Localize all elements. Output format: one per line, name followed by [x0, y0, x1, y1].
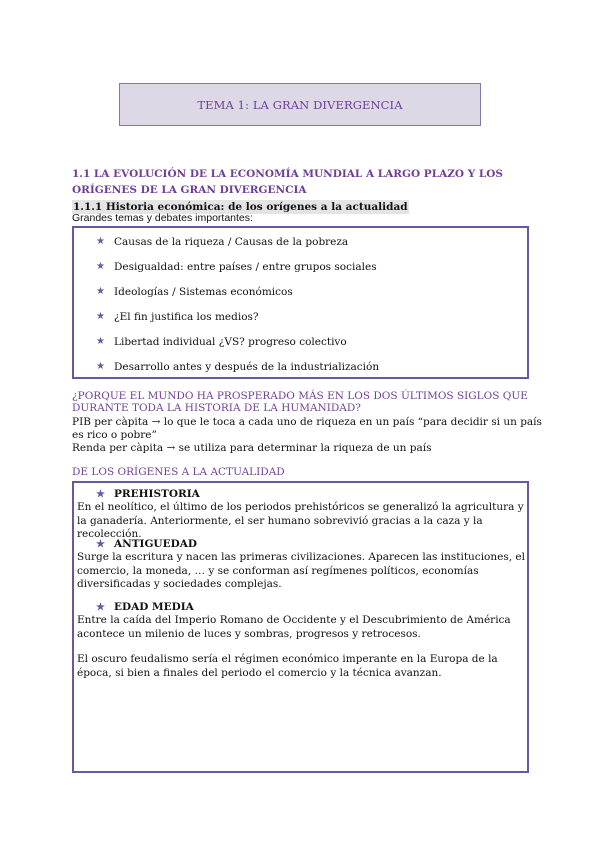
era-text-edad-media: Entre la caída del Imperio Romano de Occidente y el Descubrimiento de América acontece un milenio de luces y sombras, progresos y retrocesos.	[77, 614, 511, 640]
star-icon: ★	[96, 602, 105, 613]
era-text-antiguedad: Surge la escritura y nacen las primeras civilizaciones. Aparecen las instituciones, el comercio, la moneda, … y se conforman así regímenes políticos, economías diversificadas y sociedades complejas.	[77, 551, 525, 590]
section-heading-1: 1.1 LA EVOLUCIÓN DE LA ECONOMÍA MUNDIAL A LARGO PLAZO Y LOS ORÍGENES DE LA GRAN DIVERGENCIA	[72, 168, 503, 196]
era-text-prehistoria: En el neolítico, el último de los periodos prehistóricos se generalizó la agricultura y la ganadería. Anteriormente, el ser humano sobrevivió gracias a la caza y la recolección.	[77, 501, 524, 540]
star-icon: ★	[96, 236, 105, 247]
era-title: PREHISTORIA	[114, 488, 200, 500]
renda-definition: Renda per càpita → se utiliza para determinar la riqueza de un país	[72, 442, 432, 454]
list-item-text: Causas de la riqueza / Causas de la pobreza	[114, 236, 349, 248]
era-title: EDAD MEDIA	[114, 601, 194, 613]
star-icon: ★	[96, 261, 105, 272]
list-item-text: Ideologías / Sistemas económicos	[114, 286, 293, 298]
star-icon: ★	[96, 539, 105, 550]
list-item	[96, 307, 527, 332]
list-item	[96, 282, 527, 307]
topics-box	[72, 226, 529, 379]
title-box	[119, 83, 481, 126]
topics-list	[74, 228, 527, 382]
list-item	[96, 232, 527, 257]
intro-text: Grandes temas y debates importantes:	[72, 212, 253, 224]
star-icon: ★	[96, 311, 105, 322]
section-heading-2: DE LOS ORÍGENES A LA ACTUALIDAD	[72, 466, 285, 478]
era-text-edad-media-2: El oscuro feudalismo sería el régimen económico imperante en la Europa de la época, si bien a finales del periodo el comercio y la técnica avanzan.	[77, 653, 498, 679]
star-icon: ★	[96, 489, 105, 500]
list-item-text: Desigualdad: entre países / entre grupos sociales	[114, 261, 377, 273]
era-title: ANTIGUEDAD	[114, 538, 197, 550]
list-item-text: ¿El fin justifica los medios?	[114, 311, 259, 323]
era-heading-edad-media	[96, 601, 194, 614]
list-item-text: Desarrollo antes y después de la industrialización	[114, 361, 380, 373]
list-item	[96, 257, 527, 282]
page-title: TEMA 1: LA GRAN DIVERGENCIA	[197, 97, 403, 112]
eras-box	[72, 481, 529, 773]
era-heading-antiguedad	[96, 538, 197, 551]
star-icon: ★	[96, 286, 105, 297]
list-item	[96, 332, 527, 357]
list-item	[96, 357, 527, 382]
era-heading-prehistoria	[96, 488, 200, 501]
star-icon: ★	[96, 361, 105, 372]
question-heading: ¿PORQUE EL MUNDO HA PROSPERADO MÁS EN LOS DOS ÚLTIMOS SIGLOS QUE DURANTE TODA LA HISTORIA DE LA HUMANIDAD?	[72, 390, 528, 414]
star-icon: ★	[96, 336, 105, 347]
subsection-heading: 1.1.1 Historia económica: de los orígenes a la actualidad	[73, 201, 408, 213]
pib-definition: PIB per càpita → lo que le toca a cada uno de riqueza en un país “para decidir si un país es rico o pobre”	[72, 416, 542, 441]
list-item-text: Libertad individual ¿VS? progreso colectivo	[114, 336, 347, 348]
